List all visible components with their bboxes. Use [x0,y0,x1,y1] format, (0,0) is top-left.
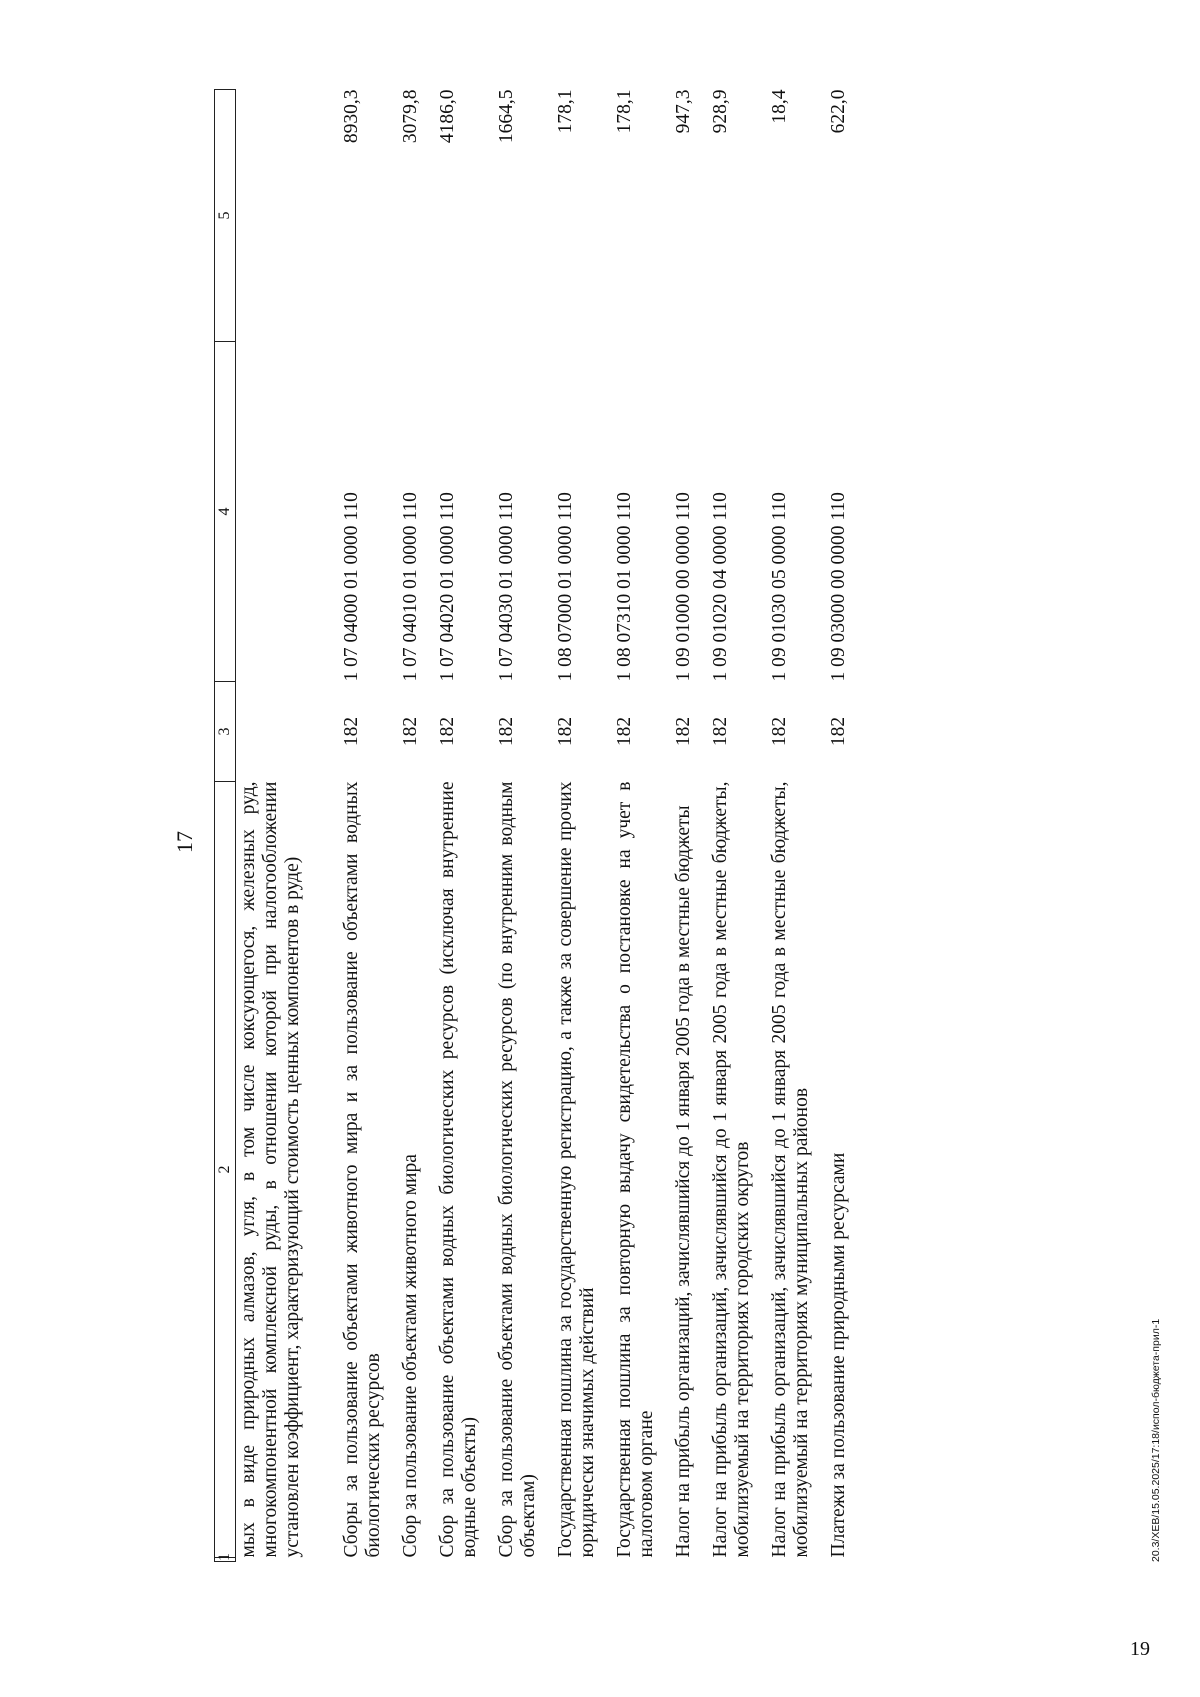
table-row [754,90,813,1562]
revenue-table [214,89,850,1562]
revenue-name-cell: Сбор за пользование объектами водных биологических ресурсов (по внутренним водным объектам) [496,781,539,1558]
kbk-code-cell: 1 09 01030 05 0000 110 [769,492,790,682]
row-number-cell [385,1558,422,1562]
table-row [658,90,695,1562]
revenue-name-cell: Налог на прибыль организаций, зачислявшийся до 1 января 2005 года в местные бюджеты, мобилизуемый на территориях городских округов [710,781,753,1558]
table-row [236,90,327,1562]
row-number-cell [599,1558,658,1562]
row-number-cell [540,1558,599,1562]
kbk-code-cell: 1 07 04010 01 0000 110 [400,492,421,682]
admin-code-cell: 182 [555,716,576,747]
amount-cell: 3079,8 [400,89,421,144]
row-number-cell [658,1558,695,1562]
table-row [481,90,540,1562]
admin-code-cell: 182 [828,716,849,747]
table-row [813,90,850,1562]
amount-cell: 4186,0 [437,89,458,144]
column-header-5: 5 [215,90,236,342]
column-header-3: 3 [215,682,236,782]
row-number-cell [326,1558,385,1562]
amount-cell: 1664,5 [496,89,517,144]
amount-cell: 8930,3 [341,89,362,144]
kbk-code-cell: 1 07 04000 01 0000 110 [341,492,362,682]
kbk-code-cell: 1 09 01000 00 0000 110 [673,492,694,682]
table-row [695,90,754,1562]
kbk-code-cell: 1 07 04020 01 0000 110 [437,492,458,682]
column-header-2: 2 [215,782,236,1558]
revenue-name-cell: Государственная пошлина за государственную регистрацию, а также за совершение прочих юридически значимых действий [555,781,598,1558]
admin-code-cell: 182 [341,716,362,747]
table-body [236,90,851,1562]
revenue-name-cell: Государственная пошлина за повторную выдачу свидетельства о постановке на учет в налоговом органе [614,781,657,1558]
row-number-cell [813,1558,850,1562]
revenue-name-cell: Налог на прибыль организаций, зачислявшийся до 1 января 2005 года в местные бюджеты [673,805,694,1558]
row-number-cell [754,1558,813,1562]
amount-cell: 622,0 [828,89,849,134]
admin-code-cell: 182 [710,716,731,747]
revenue-name-cell: Сборы за пользование объектами животного мира и за пользование объектами водных биологических ресурсов [341,781,384,1558]
footer-note: 20.3/XEB/15.05.2025/17:18/испол-бюджета-прил-1 [1150,1318,1162,1562]
admin-code-cell: 182 [496,716,517,747]
amount-cell: 18,4 [769,89,790,124]
revenue-name-cell: Сбор за пользование объектами водных биологических ресурсов (исключая внутренние водные объекты) [437,781,480,1558]
admin-code-cell: 182 [437,716,458,747]
table-row [422,90,481,1562]
table-row [540,90,599,1562]
admin-code-cell [236,682,327,782]
amount-cell: 928,9 [710,89,731,134]
page-number: 17 [172,831,197,853]
table-row [599,90,658,1562]
admin-code-cell: 182 [673,716,694,747]
row-number-cell [422,1558,481,1562]
revenue-name-cell: Платежи за пользование природными ресурсами [828,1152,849,1558]
amount-cell: 178,1 [555,89,576,134]
admin-code-cell: 182 [769,716,790,747]
admin-code-cell: 182 [614,716,635,747]
amount-cell: 947,3 [673,89,694,134]
kbk-code-cell: 1 09 03000 00 0000 110 [828,492,849,682]
amount-cell: 178,1 [614,89,635,134]
kbk-code-cell [236,342,327,682]
table-row [385,90,422,1562]
rotated-page [172,72,1152,1612]
kbk-code-cell: 1 09 01020 04 0000 110 [710,492,731,682]
row-number-cell [236,1558,327,1562]
revenue-name-cell: Налог на прибыль организаций, зачислявшийся до 1 января 2005 года в местные бюджеты, мобилизуемый на территориях муниципальных районов [769,781,812,1558]
row-number-cell [695,1558,754,1562]
column-header-4: 4 [215,342,236,682]
sheet-number: 19 [1130,1638,1150,1660]
revenue-name-cell: Сбор за пользование объектами животного мира [400,1154,421,1558]
table-header-row [215,90,236,1562]
kbk-code-cell: 1 08 07310 01 0000 110 [614,492,635,682]
admin-code-cell: 182 [400,716,421,747]
table-row [326,90,385,1562]
kbk-code-cell: 1 07 04030 01 0000 110 [496,492,517,682]
row-number-cell [481,1558,540,1562]
amount-cell [236,90,327,342]
kbk-code-cell: 1 08 07000 01 0000 110 [555,492,576,682]
revenue-name-cell: мых в виде природных алмазов, угля, в том числе коксующегося, железных руд, многокомпонентной комплексной руды, в отношении которой при налогообложении установлен коэффициент, характеризующий стоимость ценных компонентов в руде) [238,781,303,1558]
column-header-1: 1 [215,1558,236,1562]
